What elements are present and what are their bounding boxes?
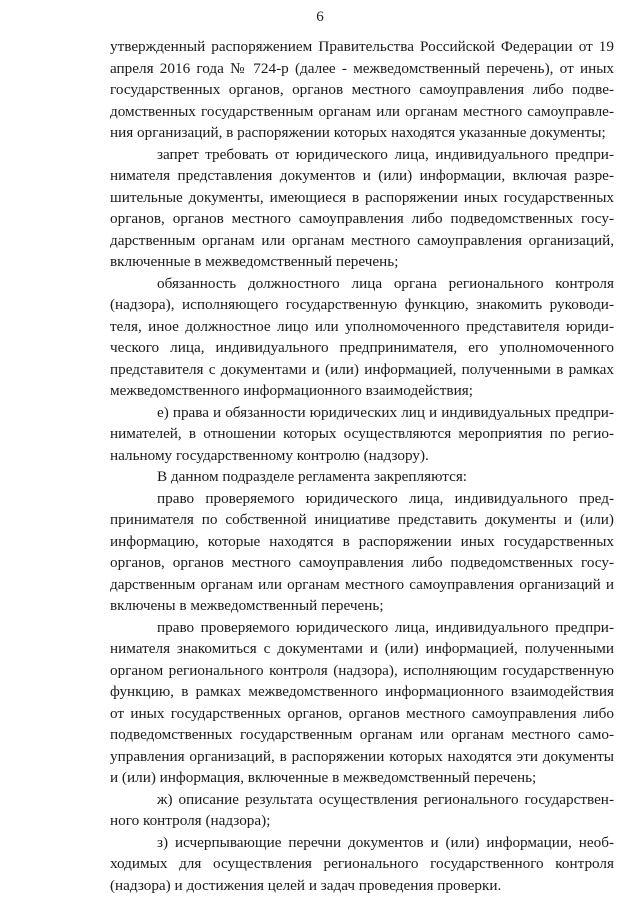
paragraph: право проверяемого юридического лица, индивидуального предпринимателя по собственной инициативе представить документы и (или) информацию, которые находятся в распоряжении иных государственных органов, органов местного самоуправления либо подведомственных государственным органам или органам местного самоуправления организаций и включены в межведомственный перечень;	[110, 489, 614, 614]
page-number: 6	[316, 9, 324, 25]
document-body	[110, 36, 614, 896]
paragraph: право проверяемого юридического лица, индивидуального предпринимателя знакомиться с документами и (или) информацией, полученными органом регионального контроля (надзора), исполняющим государственную функцию, в рамках межведомственного информационного взаимодействия от иных государственных органов, органов местного самоуправления либо подведомственных государственным органам или органам местного самоуправления организаций, в распоряжении которых находятся эти документы и (или) информация, включенные в межведомственный перечень;	[110, 618, 614, 786]
paragraph: В данном подразделе регламента закрепляются:	[157, 468, 468, 485]
paragraph: з) исчерпывающие перечни документов и (или) информации, необходимых для осуществления регионального государственного контроля (надзора) и достижения целей и задач проведения проверки.	[110, 833, 614, 894]
paragraph: утвержденный распоряжением Правительства Российской Федерации от 19 апреля 2016 года № 724-р (далее - межведомственный перечень), от иных государственных органов, органов местного самоуправления либо подведомственных государственным органам или органам местного самоуправления организаций, в распоряжении которых находятся указанные документы;	[110, 38, 614, 141]
paragraph: обязанность должностного лица органа регионального контроля (надзора), исполняющего государственную функцию, знакомить руководителя, иное должностное лицо или уполномоченного представителя юридического лица, индивидуального предпринимателя, его уполномоченного представителя с документами и (или) информацией, полученными в рамках межведомственного информационного взаимодействия;	[110, 274, 614, 399]
paragraph: е) права и обязанности юридических лиц и индивидуальных предпринимателей, в отношении которых осуществляются мероприятия по региональному государственному контролю (надзору).	[110, 403, 614, 464]
paragraph: ж) описание результата осуществления регионального государственного контроля (надзора);	[110, 790, 614, 829]
paragraph: запрет требовать от юридического лица, индивидуального предпринимателя представления документов и (или) информации, включая разрешительные документы, имеющиеся в распоряжении иных государственных органов, органов местного самоуправления либо подведомственных государственным органам или органам местного самоуправления организаций, включенные в межведомственный перечень;	[110, 145, 614, 270]
